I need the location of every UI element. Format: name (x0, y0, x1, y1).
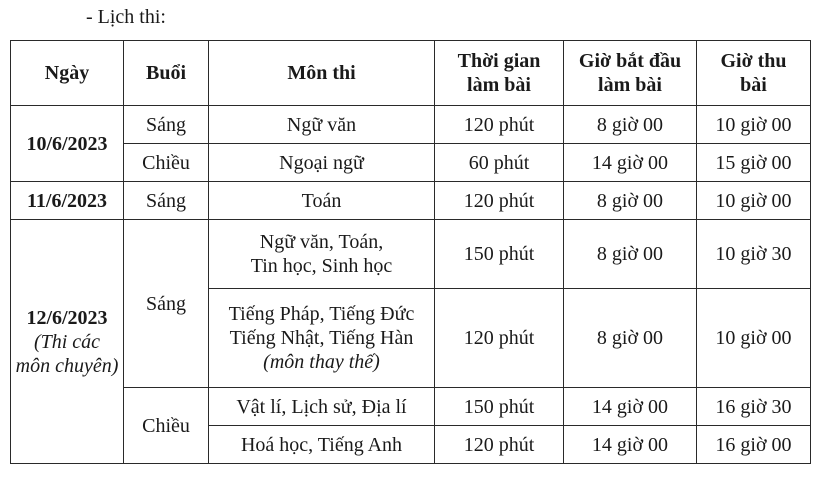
end-time-cell: 16 giờ 30 (697, 388, 811, 426)
session-cell: Chiều (124, 144, 209, 182)
header-end-line2: bài (740, 74, 767, 96)
subject-line: Ngữ văn, Toán, (259, 231, 384, 253)
subject-cell: Toán (209, 182, 435, 220)
session-cell: Sáng (124, 182, 209, 220)
table-row (11, 144, 811, 182)
header-date: Ngày (11, 41, 124, 106)
session-cell: Sáng (124, 220, 209, 388)
header-subject: Môn thi (209, 41, 435, 106)
table-row (11, 182, 811, 220)
start-time-cell: 14 giờ 00 (564, 426, 697, 464)
end-time-cell: 15 giờ 00 (697, 144, 811, 182)
subject-cell: Ngữ văn (209, 106, 435, 144)
start-time-cell: 8 giờ 00 (564, 220, 697, 289)
header-session: Buổi (124, 41, 209, 106)
end-time-cell: 10 giờ 00 (697, 182, 811, 220)
date-cell: 10/6/2023 (11, 106, 124, 182)
table-row (11, 220, 811, 289)
header-start-line2: làm bài (598, 74, 662, 96)
subject-cell: Ngoại ngữ (209, 144, 435, 182)
subject-line: Tin học, Sinh học (250, 255, 393, 277)
duration-cell: 120 phút (435, 182, 564, 220)
header-start-time (564, 41, 697, 106)
duration-cell: 60 phút (435, 144, 564, 182)
end-time-cell: 10 giờ 00 (697, 289, 811, 388)
date-value: 12/6/2023 (26, 306, 108, 329)
date-cell: 11/6/2023 (11, 182, 124, 220)
start-time-cell: 14 giờ 00 (564, 388, 697, 426)
header-duration (435, 41, 564, 106)
start-time-cell: 8 giờ 00 (564, 182, 697, 220)
subject-line: Tiếng Nhật, Tiếng Hàn (229, 327, 414, 349)
header-duration-line2: làm bài (467, 74, 531, 96)
end-time-cell: 16 giờ 00 (697, 426, 811, 464)
start-time-cell: 8 giờ 00 (564, 106, 697, 144)
subject-cell (209, 220, 435, 289)
subject-cell: Vật lí, Lịch sử, Địa lí (209, 388, 435, 426)
start-time-cell: 14 giờ 00 (564, 144, 697, 182)
duration-cell: 150 phút (435, 220, 564, 289)
header-end-time (697, 41, 811, 106)
subject-note: (môn thay thế) (263, 351, 380, 373)
subject-cell: Hoá học, Tiếng Anh (209, 426, 435, 464)
subject-line: Tiếng Pháp, Tiếng Đức (228, 303, 415, 325)
end-time-cell: 10 giờ 30 (697, 220, 811, 289)
duration-cell: 120 phút (435, 106, 564, 144)
duration-cell: 150 phút (435, 388, 564, 426)
start-time-cell: 8 giờ 00 (564, 289, 697, 388)
subject-cell (209, 289, 435, 388)
header-end-line1: Giờ thu (720, 50, 787, 72)
end-time-cell: 10 giờ 00 (697, 106, 811, 144)
table-header-row (11, 41, 811, 106)
table-row (11, 106, 811, 144)
table-row (11, 388, 811, 426)
header-start-line1: Giờ bắt đầu (578, 50, 682, 72)
date-cell (11, 220, 124, 464)
duration-cell: 120 phút (435, 426, 564, 464)
session-cell: Chiều (124, 388, 209, 464)
duration-cell: 120 phút (435, 289, 564, 388)
exam-schedule-table (10, 40, 811, 464)
header-duration-line1: Thời gian (457, 50, 541, 72)
date-note: (Thi các môn chuyên) (15, 330, 119, 377)
session-cell: Sáng (124, 106, 209, 144)
section-heading: - Lịch thi: (86, 6, 166, 28)
